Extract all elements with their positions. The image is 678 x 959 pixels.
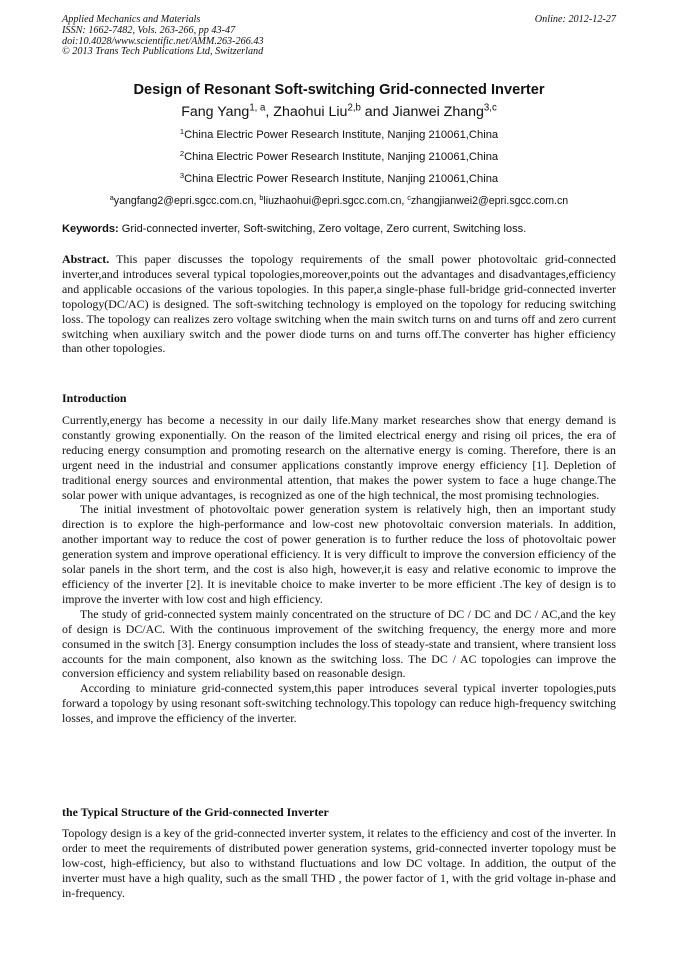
author-list — [0, 104, 678, 120]
online-date: Online: 2012-12-27 — [534, 14, 616, 25]
keywords-text: Grid-connected inverter, Soft-switching, Zero voltage, Zero current, Switching loss. — [118, 223, 527, 235]
affiliation-2 — [0, 148, 678, 163]
doi-line: doi:10.4028/www.scientific.net/AMM.263-266.43 — [62, 35, 264, 47]
paragraph: Currently,energy has become a necessity in our daily life.Many market researches show that energy demand is constantly growing exponentially. On the reason of the limited electrical energy and rising oil prices, the era of reducing energy consumption and promoting research on the alternative energy is coming. Therefore, there is an urgent need in the industrial and consumer applications constantly improve energy efficiency [1]. Depletion of traditional energy sources and environmental attention, that makes the power system to face a huge change.The solar power with unique advantages, is recognized as one of the high technical, the most promising technologies. — [62, 413, 616, 502]
author-name: Zhaohui Liu — [273, 104, 348, 120]
author-name: Fang Yang — [181, 104, 250, 120]
keywords-label: Keywords: — [62, 223, 119, 235]
affil-text: China Electric Power Research Institute, Nanjing 210061,China — [184, 129, 499, 141]
email-text: zhangjianwei2@epri.sgcc.com.cn — [410, 195, 569, 207]
journal-header — [62, 15, 264, 58]
affiliation-1 — [0, 126, 678, 141]
author-affil-mark: 2,b — [347, 102, 361, 114]
introduction-body — [62, 413, 616, 726]
affil-mark: 2 — [179, 148, 185, 158]
abstract — [62, 252, 616, 356]
email-text: liuzhaohui@epri.sgcc.com.cn, — [263, 195, 408, 207]
affil-text: China Electric Power Research Institute, Nanjing 210061,China — [184, 173, 499, 185]
paper-title: Design of Resonant Soft-switching Grid-connected Inverter — [133, 82, 545, 98]
author-separator: and — [360, 104, 393, 120]
author-name: Jianwei Zhang — [392, 104, 484, 120]
author-affil-mark: 1, a — [249, 102, 266, 114]
email-mark: a — [109, 193, 114, 203]
paragraph: The initial investment of photovoltaic power generation system is relatively high, then an important study direction is to explore the high-performance and low-cost new photovoltaic conversion materials. In addition, another important way to reduce the cost of power generation is to further reduce the loss of photovoltaic power generation system and improve operational efficiency. It is very difficult to improve the conversion efficiency of the solar panels in the short term, and the cost is also high, however,it is easy and relative economic to improve the efficiency of the inverter [2]. It is inevitable choice to make inverter to be more efficient .The key of design is to improve the inverter with low cost and high efficiency. — [62, 502, 616, 606]
email-mark: c — [407, 193, 411, 203]
affil-mark: 1 — [179, 126, 185, 136]
section-heading-typical-structure: the Typical Structure of the Grid-connected Inverter — [62, 805, 329, 819]
paragraph: Topology design is a key of the grid-connected inverter system, it relates to the efficiency and cost of the inverter. In order to meet the requirements of distributed power generation systems, grid-connected inverter topology must be low-cost, high-efficiency, but also to withstand fluctuations and low DC voltage. In addition, the output of the inverter must have a high quality, such as the small THD , the power factor of 1, with the grid voltage in-phase and in-frequency. — [62, 826, 616, 900]
issn-line: ISSN: 1662-7482, Vols. 263-266, pp 43-47 — [62, 24, 236, 36]
copyright-line: © 2013 Trans Tech Publications Ltd, Switzerland — [62, 46, 264, 58]
affiliation-3 — [0, 170, 678, 185]
abstract-text: This paper discusses the topology requirements of the small power photovoltaic grid-connected inverter,and introduces several typical topologies,moreover,points out the advantages and disadvantages,efficiency and applicable occasions of the various topologies. In this paper,a single-phase full-bridge grid-connected inverter topology(DC/AC) is designed. The soft-switching technology is employed on the topology for reducing switching loss. The topology can realizes zero voltage switching when the main switch turns on and turns off and zero current switching when auxiliary switch and the power diode turns on and turns off.The converter has higher efficiency than other topologies. — [62, 252, 616, 356]
email-line — [0, 195, 678, 207]
email-text: yangfang2@epri.sgcc.com.cn, — [113, 195, 260, 207]
journal-name: Applied Mechanics and Materials — [62, 14, 201, 25]
section-heading-introduction: Introduction — [62, 391, 127, 405]
typical-structure-body — [62, 826, 616, 901]
paragraph: The study of grid-connected system mainly concentrated on the structure of DC / DC and DC / AC,and the key of design is DC/AC. With the continuous improvement of the switching frequency, the energy more and more consumed in the switch [3]. Energy consumption includes the loss of steady-state and transient, where transient loss accounts for the main component, also known as the switching loss. The DC / AC topologies can improve the conversion efficiency and system reliability based on reasonable design. — [62, 606, 616, 681]
paragraph: According to miniature grid-connected system,this paper introduces several typical inverter topologies,puts forward a topology by using resonant soft-switching technology.This topology can reduce high-frequency switching losses, and improve the efficiency of the inverter. — [62, 681, 616, 726]
keywords — [62, 223, 616, 235]
email-mark: b — [259, 193, 264, 203]
abstract-label: Abstract. — [62, 252, 110, 266]
affil-mark: 3 — [179, 170, 185, 180]
author-affil-mark: 3,c — [483, 102, 497, 114]
author-separator: , — [265, 104, 274, 120]
affil-text: China Electric Power Research Institute, Nanjing 210061,China — [184, 151, 499, 163]
